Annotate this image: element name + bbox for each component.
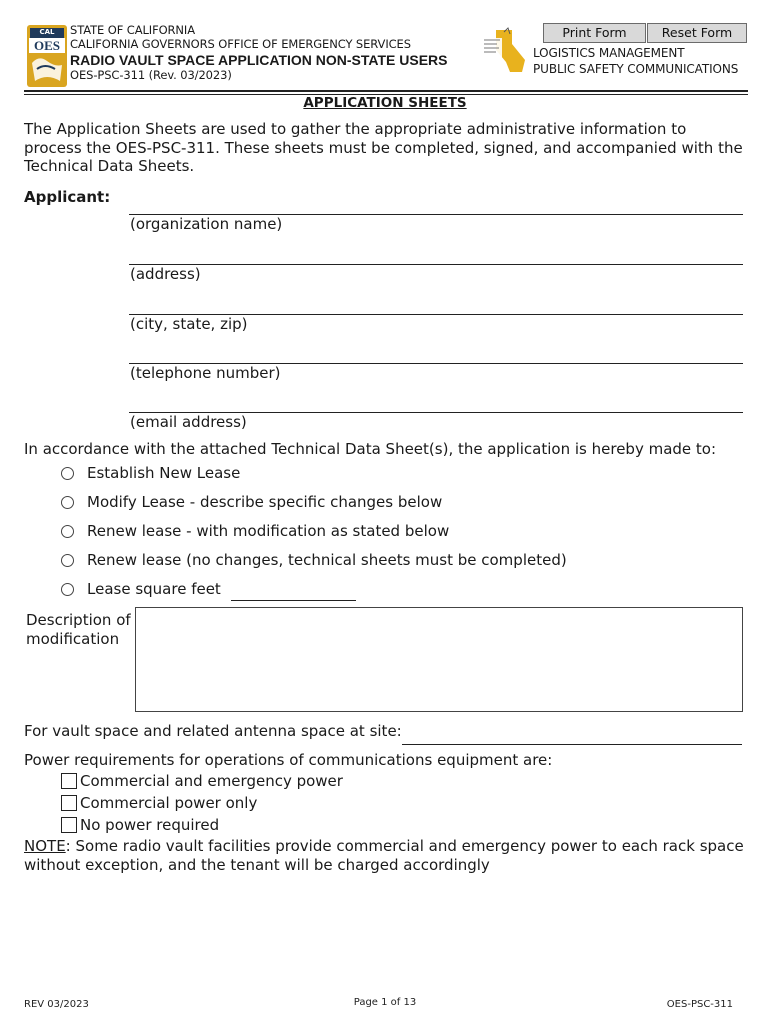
form-title: RADIO VAULT SPACE APPLICATION NON-STATE USERS xyxy=(70,52,448,68)
reset-form-button[interactable]: Reset Form xyxy=(647,23,747,43)
no-power-checkbox[interactable] xyxy=(61,817,77,833)
power-heading: Power requirements for operations of communications equipment are: xyxy=(24,751,553,769)
establish-lease-label: Establish New Lease xyxy=(87,464,241,482)
vault-site-input[interactable] xyxy=(402,744,742,745)
commercial-only-label: Commercial power only xyxy=(80,794,258,812)
application-intro: In accordance with the attached Technical Data Sheet(s), the application is hereby made to: xyxy=(24,440,717,458)
state-name: STATE OF CALIFORNIA xyxy=(70,23,195,37)
renew-with-modification-radio[interactable] xyxy=(61,525,74,538)
description-label-line2: modification xyxy=(26,630,120,648)
applicant-heading: Applicant: xyxy=(24,188,111,206)
renew-no-changes-label: Renew lease (no changes, technical sheets must be completed) xyxy=(87,551,567,569)
no-power-label: No power required xyxy=(80,816,220,834)
division-line1: LOGISTICS MANAGEMENT xyxy=(533,46,685,60)
footer-rev: REV 03/2023 xyxy=(24,999,89,1010)
commercial-emergency-checkbox[interactable] xyxy=(61,773,77,789)
california-seal-icon xyxy=(482,26,528,76)
logo-text: OES xyxy=(33,38,60,53)
commercial-emergency-label: Commercial and emergency power xyxy=(80,772,343,790)
note-text: : Some radio vault facilities provide commercial and emergency power to each rack space without exception, and the tenant will be charged accordingly xyxy=(24,837,744,874)
print-form-button[interactable]: Print Form xyxy=(543,23,646,43)
organization-name-label: (organization name) xyxy=(130,215,283,233)
lease-square-feet-label: Lease square feet xyxy=(87,580,221,598)
establish-lease-radio[interactable] xyxy=(61,467,74,480)
city-state-zip-label: (city, state, zip) xyxy=(130,315,248,333)
renew-with-modification-label: Renew lease - with modification as stated below xyxy=(87,522,450,540)
address-label: (address) xyxy=(130,265,201,283)
note-prefix: NOTE xyxy=(24,837,66,855)
footer-form-id: OES-PSC-311 xyxy=(666,999,733,1010)
commercial-only-checkbox[interactable] xyxy=(61,795,77,811)
form-number: OES-PSC-311 (Rev. 03/2023) xyxy=(70,68,232,82)
cal-oes-logo xyxy=(27,25,67,87)
note xyxy=(24,837,748,874)
telephone-label: (telephone number) xyxy=(130,364,281,382)
page-number: Page 1 of 13 xyxy=(353,997,417,1008)
section-title: APPLICATION SHEETS xyxy=(303,95,467,111)
description-label-line1: Description of xyxy=(26,611,131,629)
agency-name: CALIFORNIA GOVERNORS OFFICE OF EMERGENCY SERVICES xyxy=(70,37,411,51)
square-feet-input[interactable] xyxy=(231,600,356,601)
address-input[interactable] xyxy=(129,264,743,265)
header-rule-top xyxy=(24,90,748,92)
logo-top-text: CAL xyxy=(39,28,55,36)
division-line2: PUBLIC SAFETY COMMUNICATIONS xyxy=(533,62,739,76)
modify-lease-radio[interactable] xyxy=(61,496,74,509)
email-label: (email address) xyxy=(130,413,247,431)
vault-label: For vault space and related antenna space at site: xyxy=(24,722,402,740)
description-textarea[interactable] xyxy=(135,607,743,712)
lease-square-feet-radio[interactable] xyxy=(61,583,74,596)
renew-no-changes-radio[interactable] xyxy=(61,554,74,567)
intro-text: The Application Sheets are used to gather the appropriate administrative information to process the OES-PSC-311. These sheets must be completed, signed, and accompanied with the Technical Data Sheets. xyxy=(24,120,743,175)
modify-lease-label: Modify Lease - describe specific changes below xyxy=(87,493,443,511)
